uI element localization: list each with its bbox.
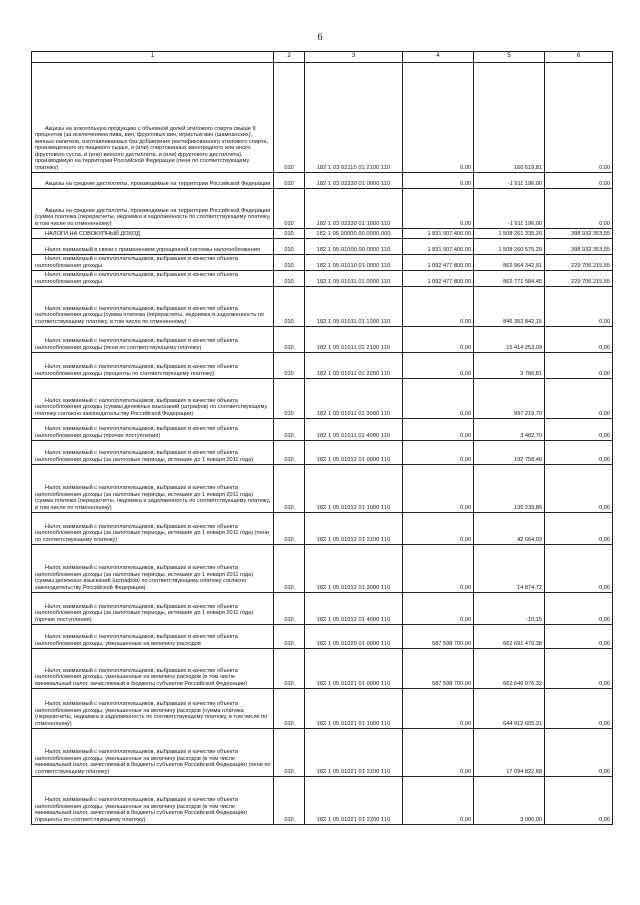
row-name-text: Налог, взимаемый с налогоплательщиков, выбравших в качестве объекта налогообложения доходы (пени по соответствующему платежу): [35, 338, 238, 351]
row-name-text: Налог, взимаемый с налогоплательщиков, выбравших в качестве объекта налогообложения доходы (суммы денежных взысканий (штрафов) по соответствующему платежу согласно законодательству Российской Федерации): [35, 397, 268, 417]
row-plan-cell: 587 598 700,00: [403, 649, 474, 689]
table-row: [32, 239, 613, 255]
row-name-text: Налог, взимаемый в связи с применением упрощенной системы налогообложения: [45, 246, 260, 253]
row-name-cell: [32, 545, 274, 593]
table-row: [32, 441, 613, 465]
row-name-cell: [32, 287, 274, 327]
row-col6-cell: 0,00: [545, 465, 613, 513]
header-col-4: 4: [403, 52, 474, 63]
row-plan-cell: 0,00: [403, 777, 474, 825]
page-number: 6: [317, 32, 323, 43]
row-name-text: Акцизы на средние дистилляты, производимые на территории Российской Федерации: [45, 180, 271, 187]
table-row: [32, 465, 613, 513]
row-col6-cell: 229 706 215,55: [545, 255, 613, 271]
row-kbk-cell: 182 1 05 01011 01 2100 110: [305, 327, 403, 353]
row-code-cell: 010: [274, 229, 305, 239]
table-body: [32, 63, 613, 825]
row-name-text: Акцизы на средние дистилляты, производимые на территории Российской Федерации (сумма платежа (перерасчеты, недоимка и задолженность по соответствующему платежу, в том числе по отмененному): [35, 207, 271, 227]
header-col-2: 2: [274, 52, 305, 63]
revenue-table: [31, 51, 613, 825]
row-name-cell: [32, 625, 274, 649]
row-code-cell: 010: [274, 189, 305, 229]
row-actual-cell: 17 094 822,68: [474, 729, 545, 777]
row-name-text: Налог, взимаемый с налогоплательщиков, выбравших в качестве объекта налогообложения доходы (прочие поступления): [35, 426, 238, 439]
table-row: [32, 271, 613, 287]
row-name-text: Акцизы на алкогольную продукцию с объемной долей этилового спирта свыше 9 процентов (за исключением пива, вин, фруктовых вин, игристых вин (шампанских), винных напитков, изготавливаемых без добавления ректификованного этилового спирта, произведенного из пищевого сырья, и (или) спиртованных виноградного или иного фруктового сусла, и (или) винного дистиллята, и (или) фруктового дистиллята), производимую на территории Российской Федерации (пени по соответствующему платежу): [35, 125, 269, 171]
row-name-text: Налог, взимаемый с налогоплательщиков, выбравших в качестве объекта налогообложения доходы (за налоговые периоды, истекшие до 1 января 2011 года) (сумма платежа (перерасчеты, недоимка и задолженность по соответствующему платежу, в том числе по отмененному): [35, 485, 271, 511]
row-name-cell: [32, 189, 274, 229]
row-name-cell: [32, 593, 274, 625]
row-code-cell: 010: [274, 287, 305, 327]
row-kbk-cell: 182 1 05 00000 00 0000 000: [305, 229, 403, 239]
row-name-cell: [32, 649, 274, 689]
table-row: [32, 379, 613, 419]
table-row: [32, 513, 613, 545]
row-name-text: Налог, взимаемый с налогоплательщиков, выбравших в качестве объекта налогообложения доходы (проценты по соответствующему платежу): [35, 364, 238, 377]
row-plan-cell: 0,00: [403, 441, 474, 465]
row-code-cell: 010: [274, 649, 305, 689]
row-plan-cell: 1 092 477 800,00: [403, 271, 474, 287]
table-row: [32, 777, 613, 825]
row-col6-cell: 0,00: [545, 189, 613, 229]
row-plan-cell: 0,00: [403, 189, 474, 229]
row-col6-cell: 0,00: [545, 729, 613, 777]
row-kbk-cell: 182 1 05 01020 01 0000 110: [305, 625, 403, 649]
table-row: [32, 545, 613, 593]
row-kbk-cell: 182 1 03 02330 01 1000 110: [305, 189, 403, 229]
row-code-cell: 010: [274, 625, 305, 649]
row-name-text: Налог, взимаемый с налогоплательщиков, выбравших в качестве объекта налогообложения доходы, уменьшенные на величину расходов (в том числе минимальный налог, зачисляемый в бюджеты субъектов Российской Федерации) (проценты по соответствующему платежу): [35, 797, 248, 823]
row-name-cell: [32, 465, 274, 513]
row-plan-cell: 0,00: [403, 729, 474, 777]
row-name-cell: [32, 353, 274, 379]
table-row: [32, 649, 613, 689]
header-col-3: 3: [305, 52, 403, 63]
row-plan-cell: 0,00: [403, 379, 474, 419]
row-name-text: Налог, взимаемый с налогоплательщиков, выбравших в качестве объекта налогообложения доходы (сумма платежа (перерасчеты, недоимка и задолженность по соответствующему платежу, в том числе по отмененному): [35, 305, 264, 325]
row-col6-cell: 0,00: [545, 777, 613, 825]
row-col6-cell: 0,00: [545, 63, 613, 173]
row-code-cell: 010: [274, 379, 305, 419]
row-col6-cell: 398 932 353,55: [545, 229, 613, 239]
table-row: [32, 729, 613, 777]
row-name-text: Налог, взимаемый с налогоплательщиков, выбравших в качестве объекта налогообложения доходы (за налоговые периоды, истекшие до 1 января 2011 года): [35, 450, 254, 463]
row-kbk-cell: 182 1 05 01011 01 3000 110: [305, 379, 403, 419]
row-kbk-cell: 182 1 05 01011 01 2200 110: [305, 353, 403, 379]
row-code-cell: 010: [274, 353, 305, 379]
row-actual-cell: 997 219,70: [474, 379, 545, 419]
row-name-cell: [32, 689, 274, 729]
row-plan-cell: 0,00: [403, 353, 474, 379]
row-plan-cell: 0,00: [403, 513, 474, 545]
row-col6-cell: 229 706 215,55: [545, 271, 613, 287]
row-plan-cell: 0,00: [403, 327, 474, 353]
row-name-cell: [32, 173, 274, 189]
table-row: [32, 255, 613, 271]
row-actual-cell: 135 239,86: [474, 465, 545, 513]
row-actual-cell: 3 000,00: [474, 777, 545, 825]
row-actual-cell: 160 619,81: [474, 63, 545, 173]
table-row: [32, 173, 613, 189]
row-actual-cell: 192 758,46: [474, 441, 545, 465]
row-code-cell: 010: [274, 327, 305, 353]
row-kbk-cell: 182 1 05 01021 01 1000 110: [305, 689, 403, 729]
table-row: [32, 327, 613, 353]
row-code-cell: 010: [274, 239, 305, 255]
row-actual-cell: 3 766,81: [474, 353, 545, 379]
row-actual-cell: 662 646 076,32: [474, 649, 545, 689]
row-name-cell: [32, 441, 274, 465]
table-row: [32, 229, 613, 239]
row-code-cell: 010: [274, 271, 305, 287]
row-name-cell: [32, 229, 274, 239]
row-kbk-cell: 182 1 05 01010 01 0000 110: [305, 255, 403, 271]
table-row: [32, 287, 613, 327]
row-col6-cell: 0,00: [545, 513, 613, 545]
row-plan-cell: 0,00: [403, 173, 474, 189]
row-name-text: Налог, взимаемый с налогоплательщиков, выбравших в качестве объекта налогообложения доходы (за налоговые периоды, истекшие до 1 января 2011 года) (суммы денежных взысканий (штрафов) по соответствующему платежу согласно законодательству Российской Федерации): [35, 565, 254, 591]
table-row: [32, 593, 613, 625]
row-code-cell: 010: [274, 465, 305, 513]
row-col6-cell: 0,00: [545, 649, 613, 689]
row-code-cell: 010: [274, 777, 305, 825]
row-name-text: Налог, взимаемый с налогоплательщиков, выбравших в качестве объекта налогообложения доходы (за налоговые периоды, истекшие до 1 января 2011 года) (прочие поступления): [35, 603, 254, 623]
row-kbk-cell: 182 1 05 01011 01 4000 110: [305, 419, 403, 441]
row-name-cell: [32, 729, 274, 777]
table-row: [32, 63, 613, 173]
row-kbk-cell: 182 1 05 01021 01 2200 110: [305, 777, 403, 825]
row-plan-cell: 1 092 477 800,00: [403, 255, 474, 271]
row-actual-cell: 14 874,72: [474, 545, 545, 593]
row-kbk-cell: 182 1 05 01012 01 1000 110: [305, 465, 403, 513]
row-actual-cell: 1 508 261 335,20: [474, 229, 545, 239]
table-row: [32, 419, 613, 441]
row-actual-cell: 862 964 342,91: [474, 255, 545, 271]
row-col6-cell: 0,00: [545, 593, 613, 625]
header-col-5: 5: [474, 52, 545, 63]
row-code-cell: 010: [274, 441, 305, 465]
row-col6-cell: 0,00: [545, 625, 613, 649]
row-name-text: Налог, взимаемый с налогоплательщиков, выбравших в качестве объекта налогообложения доходы, уменьшенные на величину расходов (в том числе минимальный налог, зачисляемый в бюджеты субъектов Российской Федерации) (пени по соответствующему платежу): [35, 749, 271, 775]
row-name-cell: [32, 513, 274, 545]
row-name-text: Налог, взимаемый с налогоплательщиков, выбравших в качестве объекта налогообложения доходы, уменьшенные на величину расходов: [35, 634, 238, 647]
row-actual-cell: -1 911 196,00: [474, 189, 545, 229]
row-actual-cell: 662 691 470,38: [474, 625, 545, 649]
row-kbk-cell: 182 1 03 02110 01 2100 110: [305, 63, 403, 173]
row-code-cell: 010: [274, 513, 305, 545]
row-name-cell: [32, 255, 274, 271]
row-plan-cell: 0,00: [403, 593, 474, 625]
row-code-cell: 010: [274, 173, 305, 189]
row-name-text: НАЛОГИ НА СОВОКУПНЫЙ ДОХОД: [45, 230, 140, 237]
row-name-cell: [32, 327, 274, 353]
row-code-cell: 010: [274, 729, 305, 777]
row-col6-cell: 0,00: [545, 689, 613, 729]
row-kbk-cell: 182 1 05 01000 00 0000 110: [305, 239, 403, 255]
row-plan-cell: 1 831 907 400,00: [403, 229, 474, 239]
row-name-cell: [32, 777, 274, 825]
row-plan-cell: 0,00: [403, 465, 474, 513]
row-name-text: Налог, взимаемый с налогоплательщиков, выбравших в качестве объекта налогообложения доходы, уменьшенные на величину расходов (в том числе минимальный налог, зачисляемый в бюджеты субъектов Российской Федерации): [35, 667, 248, 687]
row-name-cell: [32, 239, 274, 255]
row-actual-cell: 42 664,03: [474, 513, 545, 545]
row-kbk-cell: 182 1 05 01012 01 0000 110: [305, 441, 403, 465]
row-actual-cell: -1 911 196,00: [474, 173, 545, 189]
row-col6-cell: 0,00: [545, 419, 613, 441]
row-code-cell: 010: [274, 255, 305, 271]
row-actual-cell: 862 771 584,45: [474, 271, 545, 287]
row-kbk-cell: 182 1 05 01021 01 2100 110: [305, 729, 403, 777]
table-header-row: [32, 52, 613, 63]
row-name-text: Налог, взимаемый с налогоплательщиков, выбравших в качестве объекта налогообложения доходы, уменьшенные на величину расходов (сумма платежа (перерасчеты, недоимка и задолженность по соответствующему платежу, в том числе по отмененному): [35, 701, 268, 727]
row-name-text: Налог, взимаемый с налогоплательщиков, выбравших в качестве объекта налогообложения доходы: [35, 256, 238, 269]
row-plan-cell: 0,00: [403, 545, 474, 593]
table-row: [32, 625, 613, 649]
row-plan-cell: 0,00: [403, 689, 474, 729]
row-col6-cell: 0,00: [545, 379, 613, 419]
row-name-text: Налог, взимаемый с налогоплательщиков, выбравших в качестве объекта налогообложения доходы: [35, 272, 238, 285]
row-plan-cell: 0,00: [403, 63, 474, 173]
row-col6-cell: 398 932 353,55: [545, 239, 613, 255]
row-plan-cell: 1 831 907 400,00: [403, 239, 474, 255]
row-kbk-cell: 182 1 05 01012 01 2100 110: [305, 513, 403, 545]
row-col6-cell: 0,00: [545, 441, 613, 465]
row-plan-cell: 0,00: [403, 419, 474, 441]
table-row: [32, 689, 613, 729]
table-row: [32, 189, 613, 229]
row-kbk-cell: 182 1 05 01012 01 4000 110: [305, 593, 403, 625]
table-row: [32, 353, 613, 379]
row-code-cell: 010: [274, 419, 305, 441]
row-name-text: Налог, взимаемый с налогоплательщиков, выбравших в качестве объекта налогообложения доходы (за налоговые периоды, истекшие до 1 января 2011 года) (пени по соответствующему платежу): [35, 523, 269, 543]
row-col6-cell: 0,00: [545, 545, 613, 593]
row-col6-cell: 0,00: [545, 353, 613, 379]
row-name-cell: [32, 63, 274, 173]
row-kbk-cell: 182 1 03 02330 01 0000 110: [305, 173, 403, 189]
row-name-cell: [32, 419, 274, 441]
row-col6-cell: 0,00: [545, 327, 613, 353]
header-col-1: 1: [32, 52, 274, 63]
row-kbk-cell: 182 1 05 01012 01 3000 110: [305, 545, 403, 593]
row-code-cell: 010: [274, 63, 305, 173]
row-code-cell: 010: [274, 593, 305, 625]
row-kbk-cell: 182 1 05 01021 01 0000 110: [305, 649, 403, 689]
row-name-cell: [32, 271, 274, 287]
row-code-cell: 010: [274, 545, 305, 593]
row-actual-cell: 1 508 260 575,29: [474, 239, 545, 255]
row-kbk-cell: 182 1 05 01011 01 0000 110: [305, 271, 403, 287]
row-kbk-cell: 182 1 05 01011 01 1000 110: [305, 287, 403, 327]
row-plan-cell: 587 598 700,00: [403, 625, 474, 649]
row-col6-cell: 0,00: [545, 173, 613, 189]
header-col-6: 6: [545, 52, 613, 63]
row-actual-cell: 846 352 842,15: [474, 287, 545, 327]
row-actual-cell: 644 912 605,31: [474, 689, 545, 729]
row-code-cell: 010: [274, 689, 305, 729]
row-actual-cell: 3 482,70: [474, 419, 545, 441]
row-name-cell: [32, 379, 274, 419]
row-actual-cell: 15 414 253,09: [474, 327, 545, 353]
row-actual-cell: -10,15: [474, 593, 545, 625]
row-plan-cell: 0,00: [403, 287, 474, 327]
row-col6-cell: 0,00: [545, 287, 613, 327]
